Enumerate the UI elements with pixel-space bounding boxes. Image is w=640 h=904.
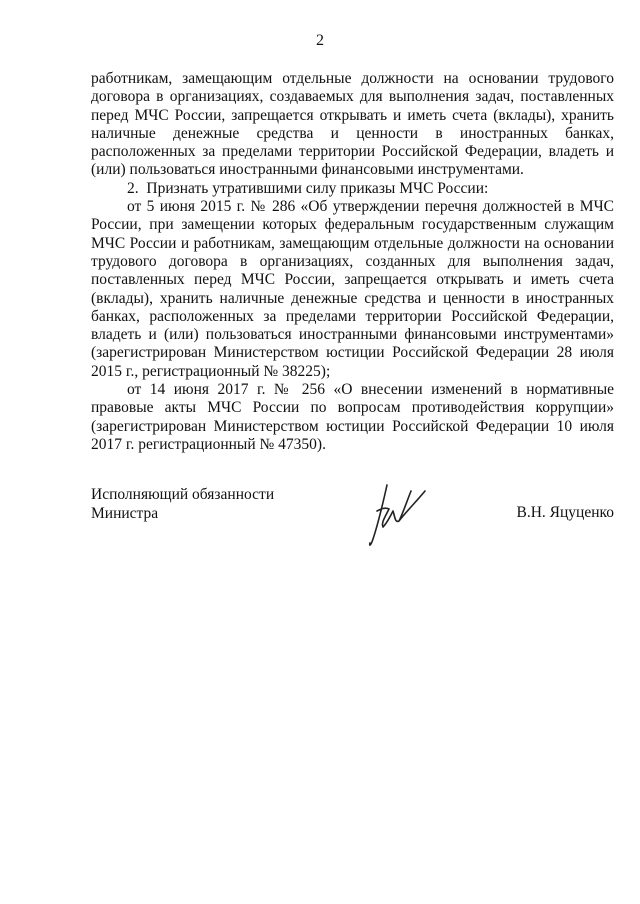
signer-title-line-2: Министра — [91, 505, 159, 522]
signature-block — [91, 485, 614, 565]
signer-name: В.Н. Яцуценко — [516, 504, 614, 521]
paragraph-order-256: от 14 июня 2017 г. № 256 «О внесении изменений в нормативные правовые акты МЧС России по вопросам противодействия коррупции» (зарегистрирован Министерством юстиции Российской Федерации 10 июля 2017 г. регистрационный № 47350). — [91, 381, 614, 453]
signer-title-line-1: Исполняющий обязанности — [91, 486, 275, 503]
paragraph-order-286: от 5 июня 2015 г. № 286 «Об утверждении перечня должностей в МЧС России, при замещении которых федеральным государственным служащим МЧС России и работникам, замещающим отдельные должности на основании трудового договора в организациях, созданных для выполнения задач, поставленных перед МЧС России, запрещается открывать и иметь счета (вклады), хранить наличные денежные средства и ценности в иностранных банках, расположенных за пределами территории Российской Федерации, владеть и (или) пользоваться иностранными финансовыми инструментами» (зарегистрирован Министерством юстиции Российской Федерации 28 июля 2015 г., регистрационный № 38225); — [91, 198, 614, 380]
signer-title — [91, 485, 274, 523]
paragraph-item-2: 2. Признать утратившими силу приказы МЧС России: — [127, 179, 489, 197]
handwritten-signature — [359, 473, 439, 553]
page-number: 2 — [316, 32, 324, 49]
paragraph-continuation: работникам, замещающим отдельные должности на основании трудового договора в организациях, создаваемых для выполнения задач, поставленных перед МЧС России, запрещается открывать и иметь счета (вклады), хранить наличные денежные средства и ценности в иностранных банках, расположенных за пределами территории Российской Федерации, владеть и (или) пользоваться иностранными финансовыми инструментами. — [91, 70, 614, 179]
document-body — [91, 70, 614, 454]
